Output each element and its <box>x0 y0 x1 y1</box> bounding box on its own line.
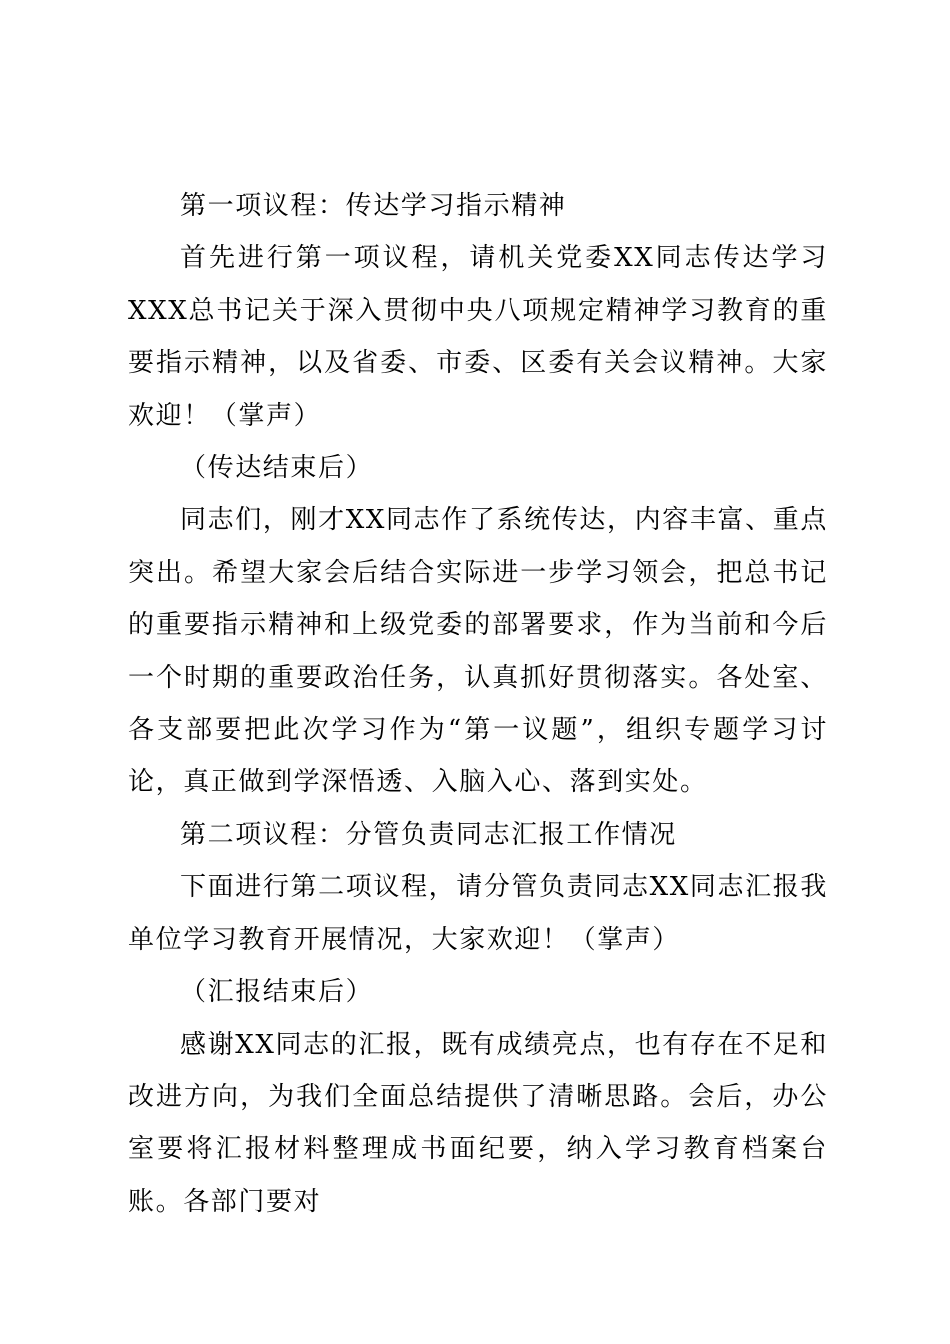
agenda-item-1-stage-note: （传达结束后） <box>180 453 374 484</box>
agenda-item-2-intro-paragraph: 下面进行第二项议程，请分管负责同志XX同志汇报我单位学习教育开展情况，大家欢迎！（掌声） <box>128 872 828 955</box>
agenda-item-2-heading: 第二项议程：分管负责同志汇报工作情况 <box>180 819 677 850</box>
agenda-item-1-summary-paragraph: 同志们，刚才XX同志作了系统传达，内容丰富、重点突出。希望大家会后结合实际进一步学习领会，把总书记的重要指示精神和上级党委的部署要求，作为当前和今后一个时期的重要政治任务，认真抓好贯彻落实。各处室、各支部要把此次学习作为“第一议题”，组织专题学习讨论，真正做到学深悟透、入脑入心、落到实处。 <box>128 505 828 798</box>
agenda-item-2-summary-paragraph: 感谢XX同志的汇报，既有成绩亮点，也有存在不足和改进方向，为我们全面总结提供了清晰思路。会后，办公室要将汇报材料整理成书面纪要，纳入学习教育档案台账。各部门要对 <box>128 1029 828 1217</box>
agenda-item-1-intro-paragraph: 首先进行第一项议程，请机关党委XX同志传达学习XXX总书记关于深入贯彻中央八项规定精神学习教育的重要指示精神，以及省委、市委、区委有关会议精神。大家欢迎！（掌声） <box>128 243 828 431</box>
agenda-item-1-heading: 第一项议程：传达学习指示精神 <box>180 191 567 221</box>
agenda-item-2-stage-note: （汇报结束后） <box>180 977 374 1008</box>
document-body <box>128 180 828 1228</box>
